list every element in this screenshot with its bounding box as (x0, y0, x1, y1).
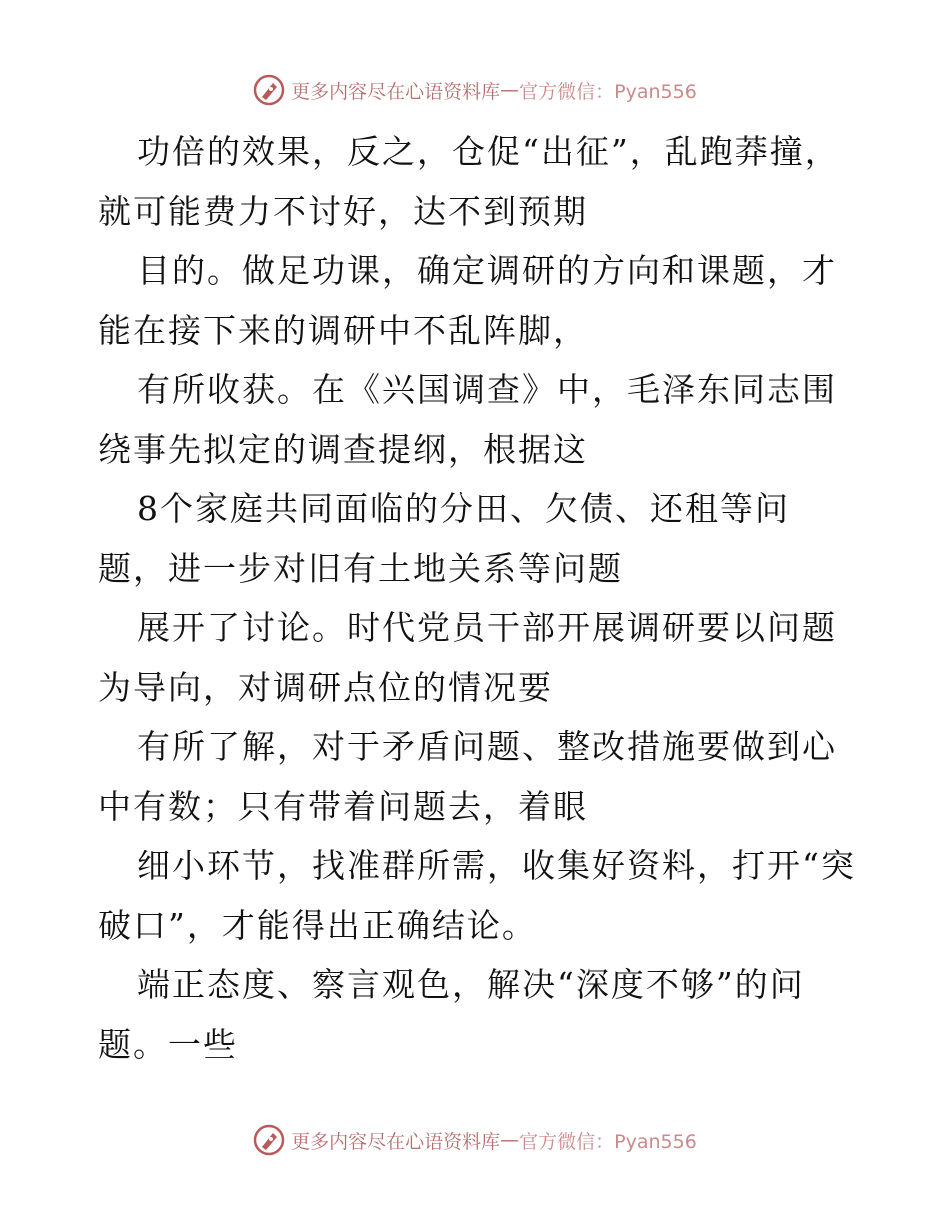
paragraph: 功倍的效果，反之，仓促“出征”，乱跑莽撞，就可能费力不讨好，达不到预期 (98, 132, 840, 231)
header-site-text: 更多内容尽在心语资料库 (291, 80, 501, 103)
pen-nib-logo-icon (253, 1124, 285, 1156)
paragraph: 展开了讨论。时代党员干部开展调研要以问题为导向，对调研点位的情况要 (98, 608, 837, 707)
paragraph: 目的。做足功课，确定调研的方向和课题，才能在接下来的调研中不乱阵脚， (98, 251, 837, 350)
paragraph: 有所了解，对于矛盾问题、整改措施要做到心中有数；只有带着问题去，着眼 (98, 727, 837, 826)
paragraph: 有所收获。在《兴国调查》中，毛泽东同志围绕事先拟定的调查提纲，根据这 (98, 370, 837, 469)
paragraph: 端正态度、察言观色，解决“深度不够”的问题。一些 (98, 965, 805, 1064)
header-wechat-text: 官方微信：Pyan556 (519, 80, 697, 103)
paragraph: 细小环节，找准群所需，收集好资料，打开“突破口”，才能得出正确结论。 (98, 846, 856, 945)
paragraph: 8个家庭共同面临的分田、欠债、还租等问题，进一步对旧有土地关系等问题 (98, 489, 790, 588)
footer-banner (0, 1120, 950, 1160)
header-banner (0, 70, 950, 110)
footer-wechat-text: 官方微信：Pyan556 (519, 1130, 697, 1153)
document-body (98, 122, 858, 1074)
footer-dash: — (500, 1129, 520, 1151)
pen-nib-logo-icon (253, 74, 285, 106)
footer-site-text: 更多内容尽在心语资料库 (291, 1130, 501, 1153)
header-dash: — (500, 79, 520, 101)
